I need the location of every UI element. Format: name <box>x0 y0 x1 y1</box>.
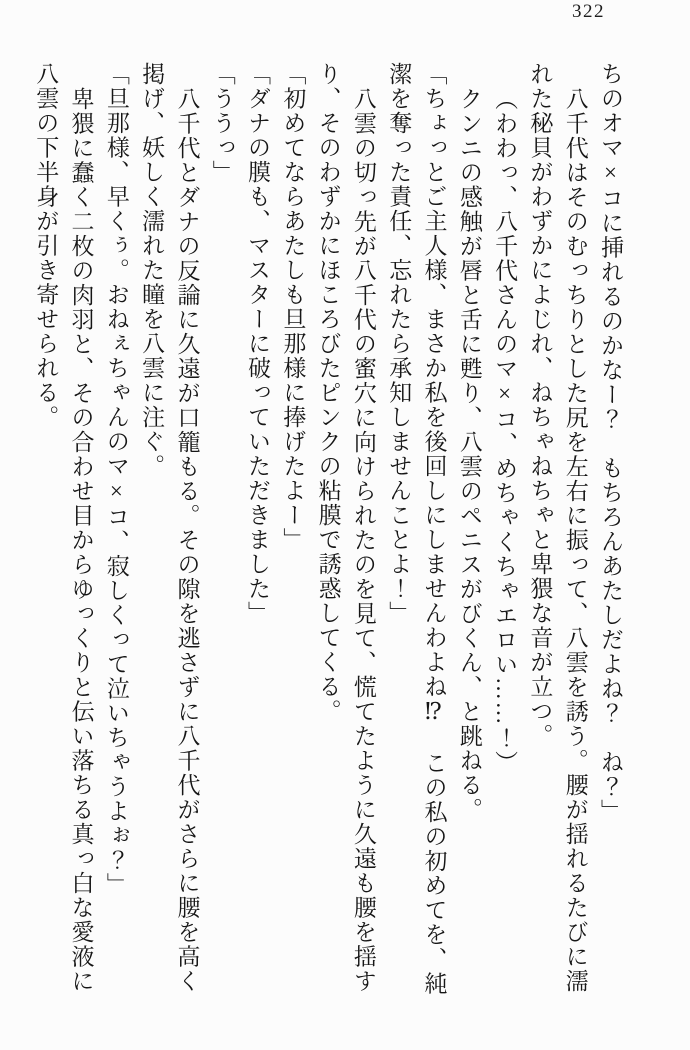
page-number: 322 <box>572 1 605 22</box>
text-line: れた秘貝がわずかによじれ、ねちゃねちゃと卑猥な音が立つ。 <box>527 62 553 748</box>
text-line: 「ううっ」 <box>209 62 235 185</box>
text-line: 潔を奪った責任、忘れたら承知しませんことよ！」 <box>386 62 412 626</box>
text-line: 「初めてならあたしも旦那様に捧げたよー」 <box>280 62 306 552</box>
text-line: 「ちょっとご主人様、まさか私を後回しにしませんわよね⁉ この私の初めてを、純 <box>421 62 447 996</box>
text-line: （わわっ、八千代さんのマ×コ、めちゃくちゃエロい……！） <box>492 86 518 775</box>
text-line: 八雲の下半身が引き寄せられる。 <box>33 62 59 430</box>
text-line: 卑猥に蠢く二枚の肉羽と、その合わせ目からゆっくりと伝い落ちる真っ白な愛液に <box>68 86 94 993</box>
text-line: り、そのわずかにほころびたピンクの粘膜で誘惑してくる。 <box>315 62 341 724</box>
text-line: 八千代はそのむっちりとした尻を左右に振って、八雲を誘う。腰が揺れるたびに濡 <box>562 86 588 993</box>
text-line: 八千代とダナの反論に久遠が口籠もる。その隙を逃さずに八千代がさらに腰を高く <box>174 86 200 993</box>
page-text-body <box>28 62 628 1007</box>
text-line: 掲げ、妖しく濡れた瞳を八雲に注ぐ。 <box>139 62 165 479</box>
text-line: 「旦那様、早くぅ。おねぇちゃんのマ×コ、寂しくって泣いちゃうよぉ？」 <box>103 62 129 897</box>
text-line: ちのオマ×コに挿れるのかなー？ もちろんあたしだよね？ ね？」 <box>598 62 623 824</box>
text-line: 八雲の切っ先が八千代の蜜穴に向けられたのを見て、慌てたように久遠も腰を揺す <box>350 86 376 993</box>
text-line: 「ダナの膜も、マスターに破っていただきました」 <box>245 62 271 626</box>
text-line: クンニの感触が唇と舌に甦り、八雲のペニスがびくん、と跳ねる。 <box>456 86 482 822</box>
